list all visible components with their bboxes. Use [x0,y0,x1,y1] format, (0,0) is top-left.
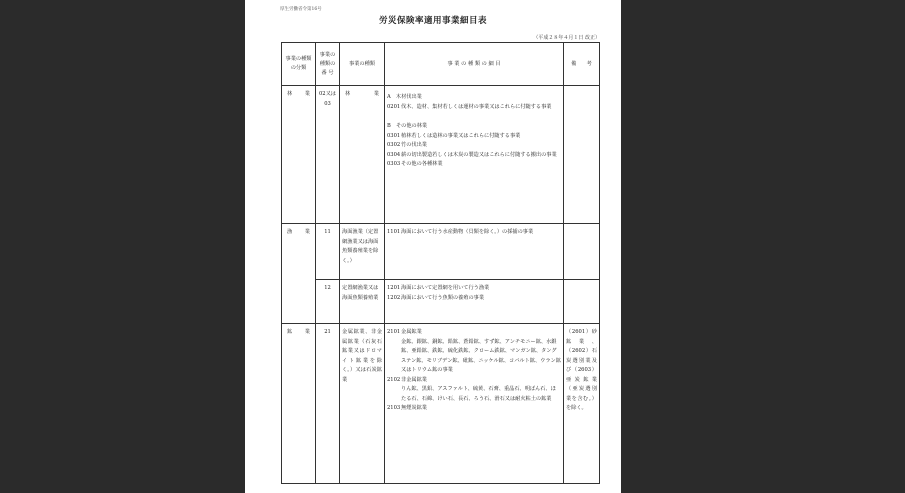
header-row [282,43,600,86]
detail-entry: 2102 非金属鉱業 [387,376,427,383]
notes-cell: （2601）砂鉱業、（2602）石炭選別業及び（2603）亜炭鉱業（亜炭選別業を含む。）を除く。 [564,324,600,484]
header-category: 事業の種類の分類 [282,43,316,86]
detail-entry: 1101 海面において行う水産動物（貝類を除く。）の採捕の事業 [387,229,534,235]
details-cell [385,86,564,224]
table-row [282,324,600,484]
detail-entry: 0301 植林若しくは造林の事業又はこれらに付随する事業 [387,132,521,139]
detail-entry: 0201 伐木、造材、集材若しくは運材の事業又はこれらに付随する事業 [387,103,552,110]
details-cell [385,324,564,484]
category-cell: 漁 業 [282,224,316,324]
number-cell: 02又は03 [316,86,340,224]
table-row [282,224,600,280]
number-cell: 11 [316,224,340,280]
header-number: 事業の種類の番 号 [316,43,340,86]
detail-entry: りん鉱、黒鉛、アスファルト、硫黄、石膏、重晶石、明ばん石、ほたる石、石綿、けい石、長石、ろう石、滑石又は耐火粘土の鉱業 [401,386,556,402]
detail-entry: 1201 海面において定置網を用いて行う漁業 [387,285,490,291]
type-cell: 金属鉱業、非金属鉱業（石灰石鉱業又はドロマイト鉱業を除く。）又は石炭鉱業 [340,324,385,484]
detail-entry: 金鉱、銀鉱、銅鉱、鉛鉱、蒼鉛鉱、すず鉱、アンチモニー鉱、水銀鉱、亜鉛鉱、鉄鉱、硫化鉄鉱、クローム鉄鉱、マンガン鉱、タングステン鉱、モリブデン鉱、砒鉱、ニッケル鉱、コバルト鉱、ウラン鉱又はトリウム鉱の事業 [401,338,561,373]
group-heading: B その他の林業 [387,123,428,129]
detail-entry: 0304 薪の切出製造若しくは木炭の製造又はこれらに付随する搬出の事業 [387,151,557,158]
detail-entry: 2103 無煙炭鉱業 [387,405,427,411]
detail-group [387,93,561,112]
detail-entry: 0303 その他の各種林業 [387,161,443,167]
type-cell: 定置網漁業又は海面魚類養殖業 [340,280,385,324]
classification-table [281,42,600,484]
revision-note: （平成２８年４月１日 改正） [533,35,600,41]
category-cell: 林 業 [282,86,316,224]
table-row [282,86,600,224]
category-cell: 鉱 業 [282,324,316,484]
detail-group [387,122,561,170]
form-id: 厚生労働省令第16号 [280,7,322,12]
notes-cell [564,224,600,280]
number-cell: 21 [316,324,340,484]
type-cell: 海面漁業（定置網漁業又は海面魚類養殖業を除く。） [340,224,385,280]
details-cell [385,224,564,280]
table-row [282,280,600,324]
group-heading: A 木材伐出業 [387,94,422,100]
detail-entry: 2101 金属鉱業 [387,329,422,335]
details-cell [385,280,564,324]
header-type: 事業の種類 [340,43,385,86]
header-details: 事 業 の 種 類 の 細 目 [385,43,564,86]
detail-entry: 0302 竹の伐出業 [387,142,427,148]
detail-entry: 1202 海面において行う魚類の養殖の事業 [387,294,485,301]
document-title: 労災保険率適用事業細目表 [378,16,487,26]
type-cell: 林 業 [340,86,385,224]
number-cell: 12 [316,280,340,324]
header-notes: 備 考 [564,43,600,86]
notes-cell [564,86,600,224]
document-page [245,0,621,493]
notes-cell [564,280,600,324]
